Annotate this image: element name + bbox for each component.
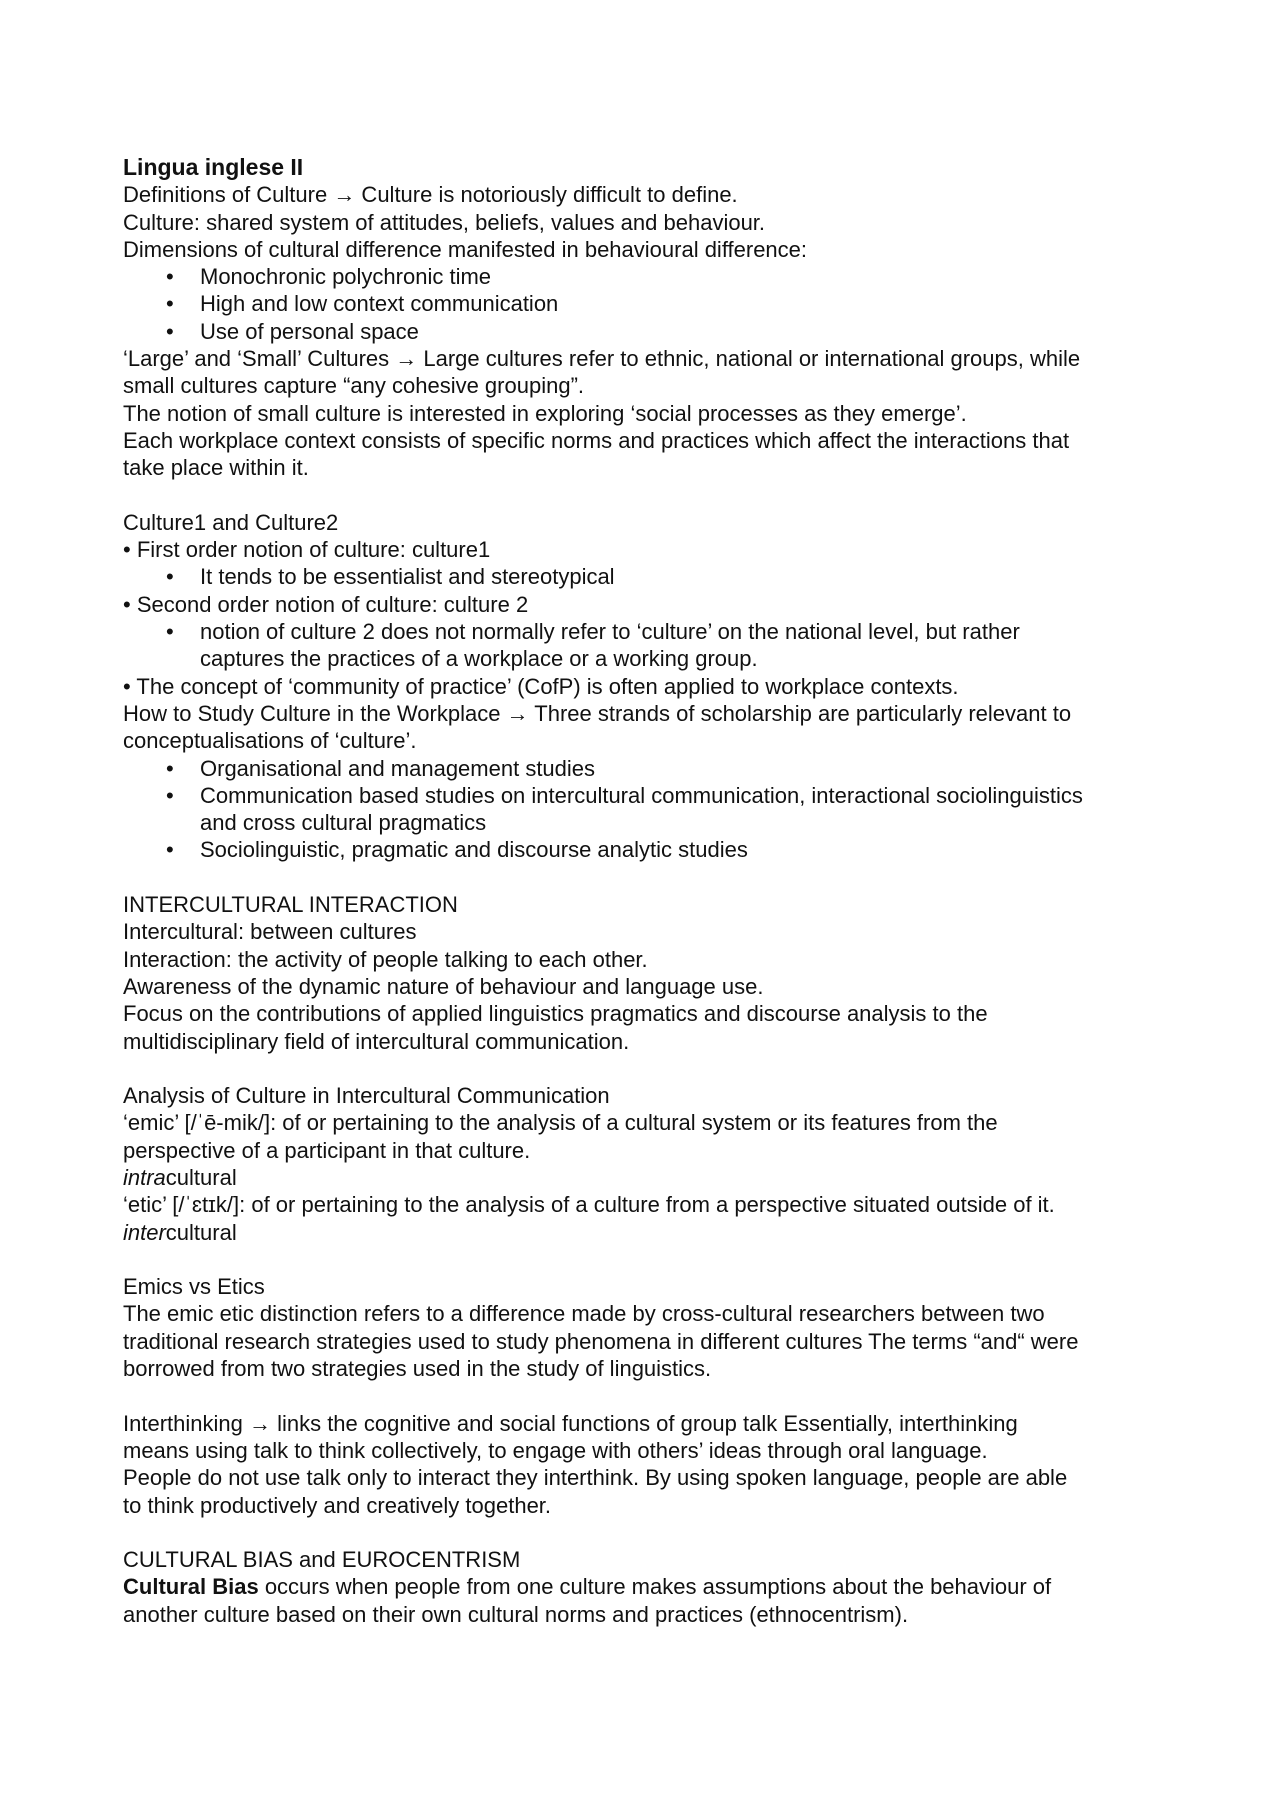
text-line: Culture: shared system of attitudes, beliefs, values and behaviour. [123, 209, 766, 235]
text-line [123, 1164, 1183, 1191]
text-line: People do not use talk only to interact they interthink. By using spoken language, people are able [123, 1465, 1068, 1491]
list-item: • High and low context communication [123, 290, 1183, 317]
text-line: ‘emic’ [/ˈē-mik/]: of or pertaining to the analysis of a cultural system or its features from the [123, 1110, 998, 1136]
text-line: small cultures capture “any cohesive grouping”. [123, 373, 585, 399]
document-page [123, 154, 1183, 1628]
section-heading: Emics vs Etics [123, 1274, 265, 1300]
text-suffix: cultural [165, 1219, 237, 1245]
text-line: Awareness of the dynamic nature of behaviour and language use. [123, 973, 764, 999]
list-item: • Sociolinguistic, pragmatic and discourse analytic studies [123, 836, 1183, 863]
list-item: • Communication based studies on intercultural communication, interactional sociolinguistics [123, 782, 1183, 809]
italic-prefix: inter [123, 1219, 166, 1245]
section-heading: Culture1 and Culture2 [123, 509, 339, 535]
text-line-continuation: and cross cultural pragmatics [200, 810, 487, 836]
text-line: ‘etic’ [/ˈɛtɪk/]: of or pertaining to the analysis of a culture from a perspective situated outside of it. [123, 1192, 1055, 1218]
bold-term: Cultural Bias [123, 1574, 259, 1600]
paragraph-gap [123, 1055, 1183, 1082]
text-line: perspective of a participant in that culture. [123, 1137, 531, 1163]
list-item: • Use of personal space [123, 318, 1183, 345]
text-line: Focus on the contributions of applied linguistics pragmatics and discourse analysis to the [123, 1001, 988, 1027]
text-line: Each workplace context consists of specific norms and practices which affect the interactions that [123, 427, 1070, 453]
text-line: How to Study Culture in the Workplace → Three strands of scholarship are particularly relevant to [123, 700, 1072, 726]
text-line: traditional research strategies used to study phenomena in different cultures The terms “and“ were [123, 1328, 1079, 1354]
text-line: borrowed from two strategies used in the study of linguistics. [123, 1356, 712, 1382]
bullet-list [123, 755, 1183, 810]
text-line-continuation: captures the practices of a workplace or a working group. [200, 646, 758, 672]
text-line: Interthinking → links the cognitive and social functions of group talk Essentially, interthinking [123, 1410, 1018, 1436]
text-line [123, 1219, 1183, 1246]
list-item: • notion of culture 2 does not normally refer to ‘culture’ on the national level, but rather [123, 618, 1183, 645]
text-line [123, 1573, 1183, 1600]
text-line: Interaction: the activity of people talking to each other. [123, 946, 648, 972]
text-line: The emic etic distinction refers to a difference made by cross-cultural researchers between two [123, 1301, 1045, 1327]
text-line: Dimensions of cultural difference manifested in behavioural difference: [123, 236, 808, 262]
document-title: Lingua inglese II [123, 154, 304, 180]
section-heading: Analysis of Culture in Intercultural Communication [123, 1083, 610, 1109]
text-line: ‘Large’ and ‘Small’ Cultures → Large cultures refer to ethnic, national or international groups, while [123, 346, 1081, 372]
section-heading: CULTURAL BIAS and EUROCENTRISM [123, 1547, 521, 1573]
text-line: multidisciplinary field of intercultural communication. [123, 1028, 630, 1054]
paragraph-gap [123, 1519, 1183, 1546]
paragraph-gap [123, 864, 1183, 891]
list-item: • Monochronic polychronic time [123, 263, 1183, 290]
text-line: Definitions of Culture → Culture is notoriously difficult to define. [123, 182, 738, 208]
text-line: means using talk to think collectively, to engage with others’ ideas through oral language. [123, 1437, 988, 1463]
bullet-list [123, 263, 1183, 345]
list-item: • Organisational and management studies [123, 755, 1183, 782]
text-line: take place within it. [123, 455, 309, 481]
text-line: • First order notion of culture: culture1 [123, 536, 1183, 563]
text-suffix: occurs when people from one culture makes assumptions about the behaviour of [258, 1574, 1052, 1600]
paragraph-gap [123, 1382, 1183, 1409]
section-heading: INTERCULTURAL INTERACTION [123, 892, 458, 918]
bullet-list [123, 618, 1183, 645]
bullet-list [123, 836, 1183, 863]
text-line: The notion of small culture is interested in exploring ‘social processes as they emerge’. [123, 400, 967, 426]
italic-prefix: intra [123, 1164, 166, 1190]
text-line: • The concept of ‘community of practice’ (CofP) is often applied to workplace contexts. [123, 673, 1183, 700]
paragraph-gap [123, 482, 1183, 509]
bullet-list [123, 563, 1183, 590]
list-item: • It tends to be essentialist and stereotypical [123, 563, 1183, 590]
text-line: to think productively and creatively together. [123, 1492, 552, 1518]
text-line: another culture based on their own cultural norms and practices (ethnocentrism). [123, 1601, 909, 1627]
text-line: • Second order notion of culture: culture 2 [123, 591, 1183, 618]
paragraph-gap [123, 1246, 1183, 1273]
text-suffix: cultural [165, 1164, 237, 1190]
text-line: Intercultural: between cultures [123, 919, 417, 945]
text-line: conceptualisations of ‘culture’. [123, 728, 417, 754]
